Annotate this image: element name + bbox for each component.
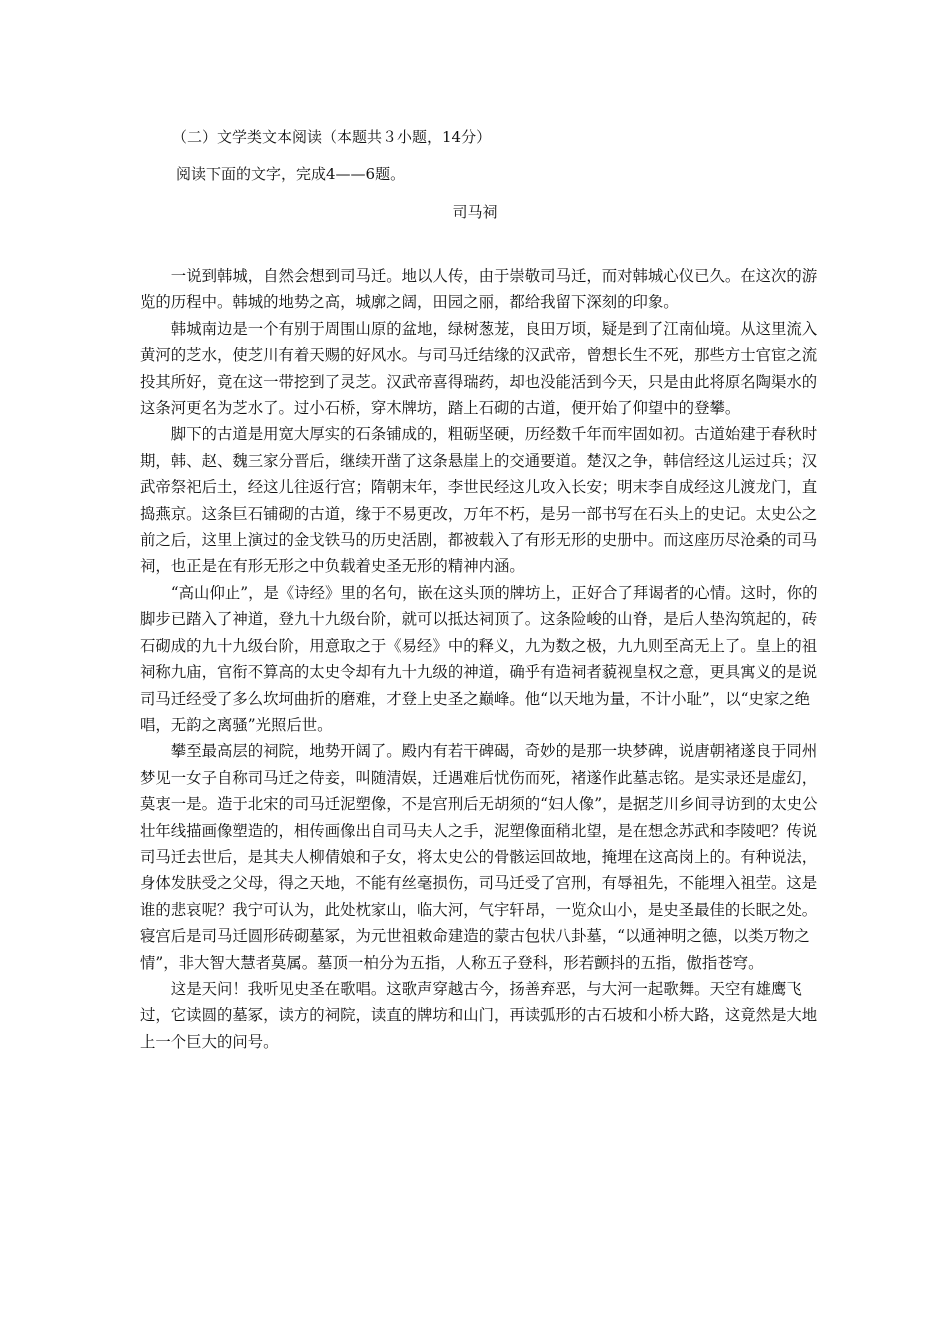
paragraph-4: “高山仰止”，是《诗经》里的名句，嵌在这头顶的牌坊上，正好合了拜谒者的心情。这时，你的脚步已踏入了神道，登九十九级台阶，就可以抵达祠顶了。这条险峻的山脊，是后人垫沟筑起的，砖石砌成的九十九级台阶，用意取之于《易经》中的释义，九为数之极，九九则至高无上了。皇上的祖祠称九庙，官衔不算高的太史令却有九十九级的神道，确乎有造祠者藐视皇权之意，更具寓义的是说司马迁经受了多么坎坷曲折的磨难，才登上史圣之巅峰。他“以天地为量，不计小耻”，以“史家之绝唱，无韵之离骚”光照后世。 — [140, 583, 818, 734]
paragraph-1: 一说到韩城，自然会想到司马迁。地以人传，由于崇敬司马迁，而对韩城心仪已久。在这次的游览的历程中。韩城的地势之高，城廓之阔，田园之丽，都给我留下深刻的印象。 — [140, 267, 818, 312]
article-title: 司马祠 — [452, 203, 498, 221]
paragraph-6: 这是天问！我听见史圣在歌唱。这歌声穿越古今，扬善弃恶，与大河一起歌舞。天空有雄鹰飞过，它读圆的墓冢，读方的祠院，读直的牌坊和山门，再读弧形的古石坡和小桥大路，这竟然是大地上一个巨大的问号。 — [140, 979, 818, 1051]
section-heading: （二）文学类文本阅读（本题共３小题，14分） — [172, 128, 492, 146]
reading-instruction: 阅读下面的文字，完成4——6题。 — [176, 165, 406, 183]
paragraph-3: 脚下的古道是用宽大厚实的石条铺成的，粗砺坚硬，历经数千年而牢固如初。古道始建于春秋时期，韩、赵、魏三家分晋后，继续开凿了这条悬崖上的交通要道。楚汉之争，韩信经这儿运过兵；汉武帝祭祀后土，经这儿往返行宫；隋朝末年，李世民经这儿攻入长安；明末李自成经这儿渡龙门，直捣燕京。这条巨石铺砌的古道，缘于不易更改，万年不朽，是另一部书写在石头上的史记。太史公之前之后，这里上演过的金戈铁马的历史活剧，都被载入了有形无形的史册中。而这座历尽沧桑的司马祠，也正是在有形无形之中负载着史圣无形的精神内涵。 — [140, 425, 818, 576]
paragraph-2: 韩城南边是一个有别于周围山原的盆地，绿树葱茏，良田万顷，疑是到了江南仙境。从这里流入黄河的芝水，使芝川有着天赐的好风水。与司马迁结缘的汉武帝，曾想长生不死，那些方士官宦之流投其所好，竟在这一带挖到了灵芝。汉武帝喜得瑞药，却也没能活到今天，只是由此将原名陶渠水的这条河更名为芝水了。过小石桥，穿木牌坊，踏上石砌的古道，便开始了仰望中的登攀。 — [140, 319, 818, 418]
paragraph-5: 攀至最高层的祠院，地势开阔了。殿内有若干碑碣，奇妙的是那一块梦碑，说唐朝褚遂良于同州梦见一女子自称司马迁之侍妾，叫随清娱，迁遇难后忧伤而死，褚遂作此墓志铭。是实录还是虚幻，莫衷一是。造于北宋的司马迁泥塑像，不是宫刑后无胡须的“妇人像”，是据芝川乡间寻访到的太史公壮年线描画像塑造的，相传画像出自司马夫人之手，泥塑像面稍北望，是在想念苏武和李陵吧？传说司马迁去世后，是其夫人柳倩娘和子女，将太史公的骨骸运回故地，掩埋在这高岗上的。有种说法，身体发肤受之父母，得之天地，不能有丝毫损伤，司马迁受了宫刑，有辱祖先，不能埋入祖茔。这是谁的悲哀呢？我宁可认为，此处枕家山，临大河，气宇轩昂，一览众山小，是史圣最佳的长眠之处。寝宫后是司马迁圆形砖砌墓冢，为元世祖敕命建造的蒙古包状八卦墓，“以通神明之德，以类万物之情”，非大智大慧者莫属。墓顶一柏分为五指，人称五子登科，形若颤抖的五指，傲指苍穹。 — [140, 742, 818, 972]
article-body — [140, 263, 820, 1055]
